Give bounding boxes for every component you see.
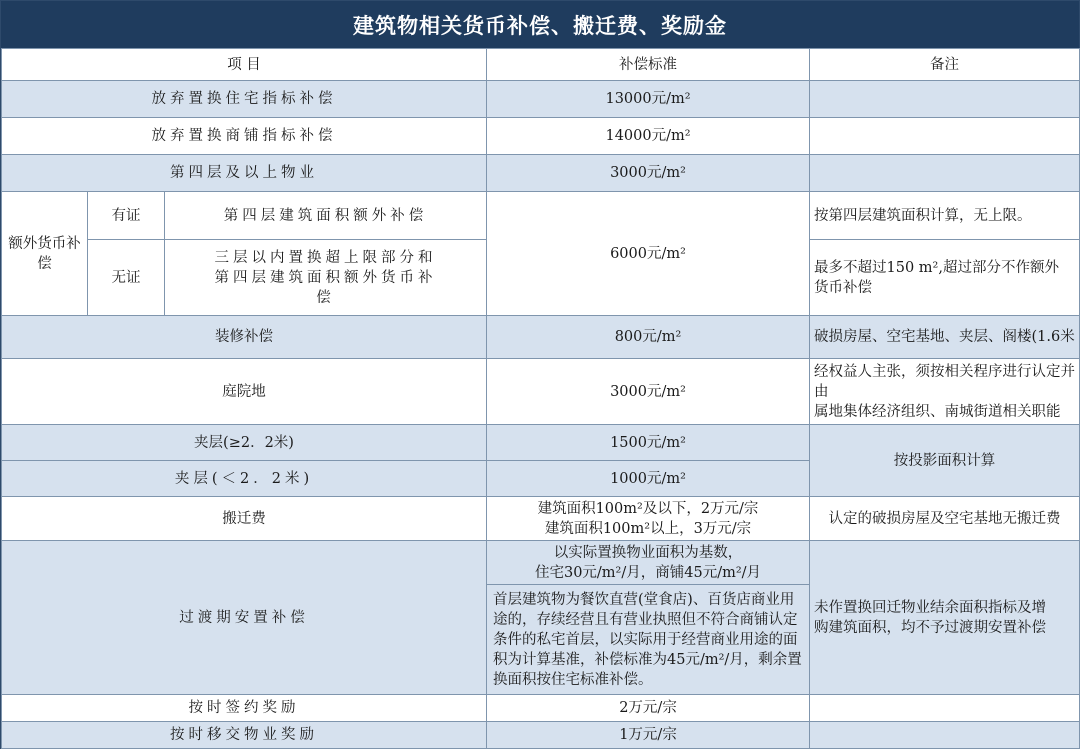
row-standard	[487, 497, 810, 541]
mezzanine-note: 按投影面积计算	[810, 425, 1080, 497]
row-note	[810, 359, 1080, 425]
no-cert-item: 三层以内置换超上限部分和第四层建筑面积额外货币补偿	[165, 240, 487, 316]
row-standard: 1万元/宗	[487, 722, 810, 749]
row-standard: 1000元/m²	[487, 461, 810, 497]
header-note: 备注	[810, 49, 1080, 81]
row-standard: 2万元/宗	[487, 695, 810, 722]
table-row	[2, 155, 1080, 192]
note-line: 经权益人主张，须按相关程序进行认定并由	[814, 363, 1076, 400]
standard-line: 以实际置换物业面积为基数，	[553, 544, 743, 561]
row-item: 夹层(≥2．2米)	[2, 425, 487, 461]
standard-line: 建筑面积100m²及以下，2万元/宗	[537, 500, 759, 517]
row-item: 夹层(＜2．2米)	[2, 461, 487, 497]
row-note	[810, 81, 1080, 118]
row-item: 放弃置换住宅指标补偿	[2, 81, 487, 118]
table-row	[2, 118, 1080, 155]
row-note	[810, 155, 1080, 192]
with-cert-item: 第四层建筑面积额外补偿	[165, 192, 487, 240]
row-item: 按时签约奖励	[2, 695, 487, 722]
table-row	[2, 81, 1080, 118]
row-note: 未作置换回迁物业结余面积指标及增购建筑面积，均不予过渡期安置补偿	[810, 541, 1080, 695]
table-row	[2, 192, 1080, 240]
row-note: 破损房屋、空宅基地、夹层、阁楼(1.6米	[810, 316, 1080, 359]
row-item: 第四层及以上物业	[2, 155, 487, 192]
row-standard: 13000元/m²	[487, 81, 810, 118]
table-row	[2, 359, 1080, 425]
compensation-table	[1, 48, 1080, 749]
row-note: 认定的破损房屋及空宅基地无搬迁费	[810, 497, 1080, 541]
row-standard: 14000元/m²	[487, 118, 810, 155]
row-note	[810, 695, 1080, 722]
with-cert-note: 按第四层建筑面积计算，无上限。	[810, 192, 1080, 240]
with-cert-label: 有证	[88, 192, 165, 240]
no-cert-note: 最多不超过150 m²,超过部分不作额外货币补偿	[810, 240, 1080, 316]
table-row	[2, 497, 1080, 541]
table-title: 建筑物相关货币补偿、搬迁费、奖励金	[1, 1, 1079, 48]
row-standard: 1500元/m²	[487, 425, 810, 461]
table-row	[2, 541, 1080, 585]
row-standard: 3000元/m²	[487, 359, 810, 425]
header-standard: 补偿标准	[487, 49, 810, 81]
row-item: 搬迁费	[2, 497, 487, 541]
row-standard: 800元/m²	[487, 316, 810, 359]
standard-line: 建筑面积100m²以上，3万元/宗	[544, 520, 752, 537]
row-item: 按时移交物业奖励	[2, 722, 487, 749]
row-item: 庭院地	[2, 359, 487, 425]
extra-group-label: 额外货币补偿	[2, 192, 88, 316]
row-note	[810, 118, 1080, 155]
note-line: 属地集体经济组织、南城街道相关职能	[814, 403, 1061, 420]
row-item: 放弃置换商铺指标补偿	[2, 118, 487, 155]
row-standard-b: 首层建筑物为餐饮直营(堂食店)、百货店商业用途的，存续经营且有营业执照但不符合商铺认定条件的私宅首层，以实际用于经营商业用途的面积为计算基准，补偿标准为45元/m²/月，剩余置换面积按住宅标准补偿。	[487, 585, 810, 695]
table-row	[2, 425, 1080, 461]
no-cert-label: 无证	[88, 240, 165, 316]
table-row	[2, 722, 1080, 749]
header-item: 项 目	[2, 49, 487, 81]
row-item: 过渡期安置补偿	[2, 541, 487, 695]
row-item: 装修补偿	[2, 316, 487, 359]
row-standard: 3000元/m²	[487, 155, 810, 192]
table-row	[2, 316, 1080, 359]
row-standard-a	[487, 541, 810, 585]
row-note	[810, 722, 1080, 749]
extra-standard: 6000元/m²	[487, 192, 810, 316]
header-row	[2, 49, 1080, 81]
standard-line: 住宅30元/m²/月，商铺45元/m²/月	[534, 564, 762, 581]
table-row	[2, 695, 1080, 722]
